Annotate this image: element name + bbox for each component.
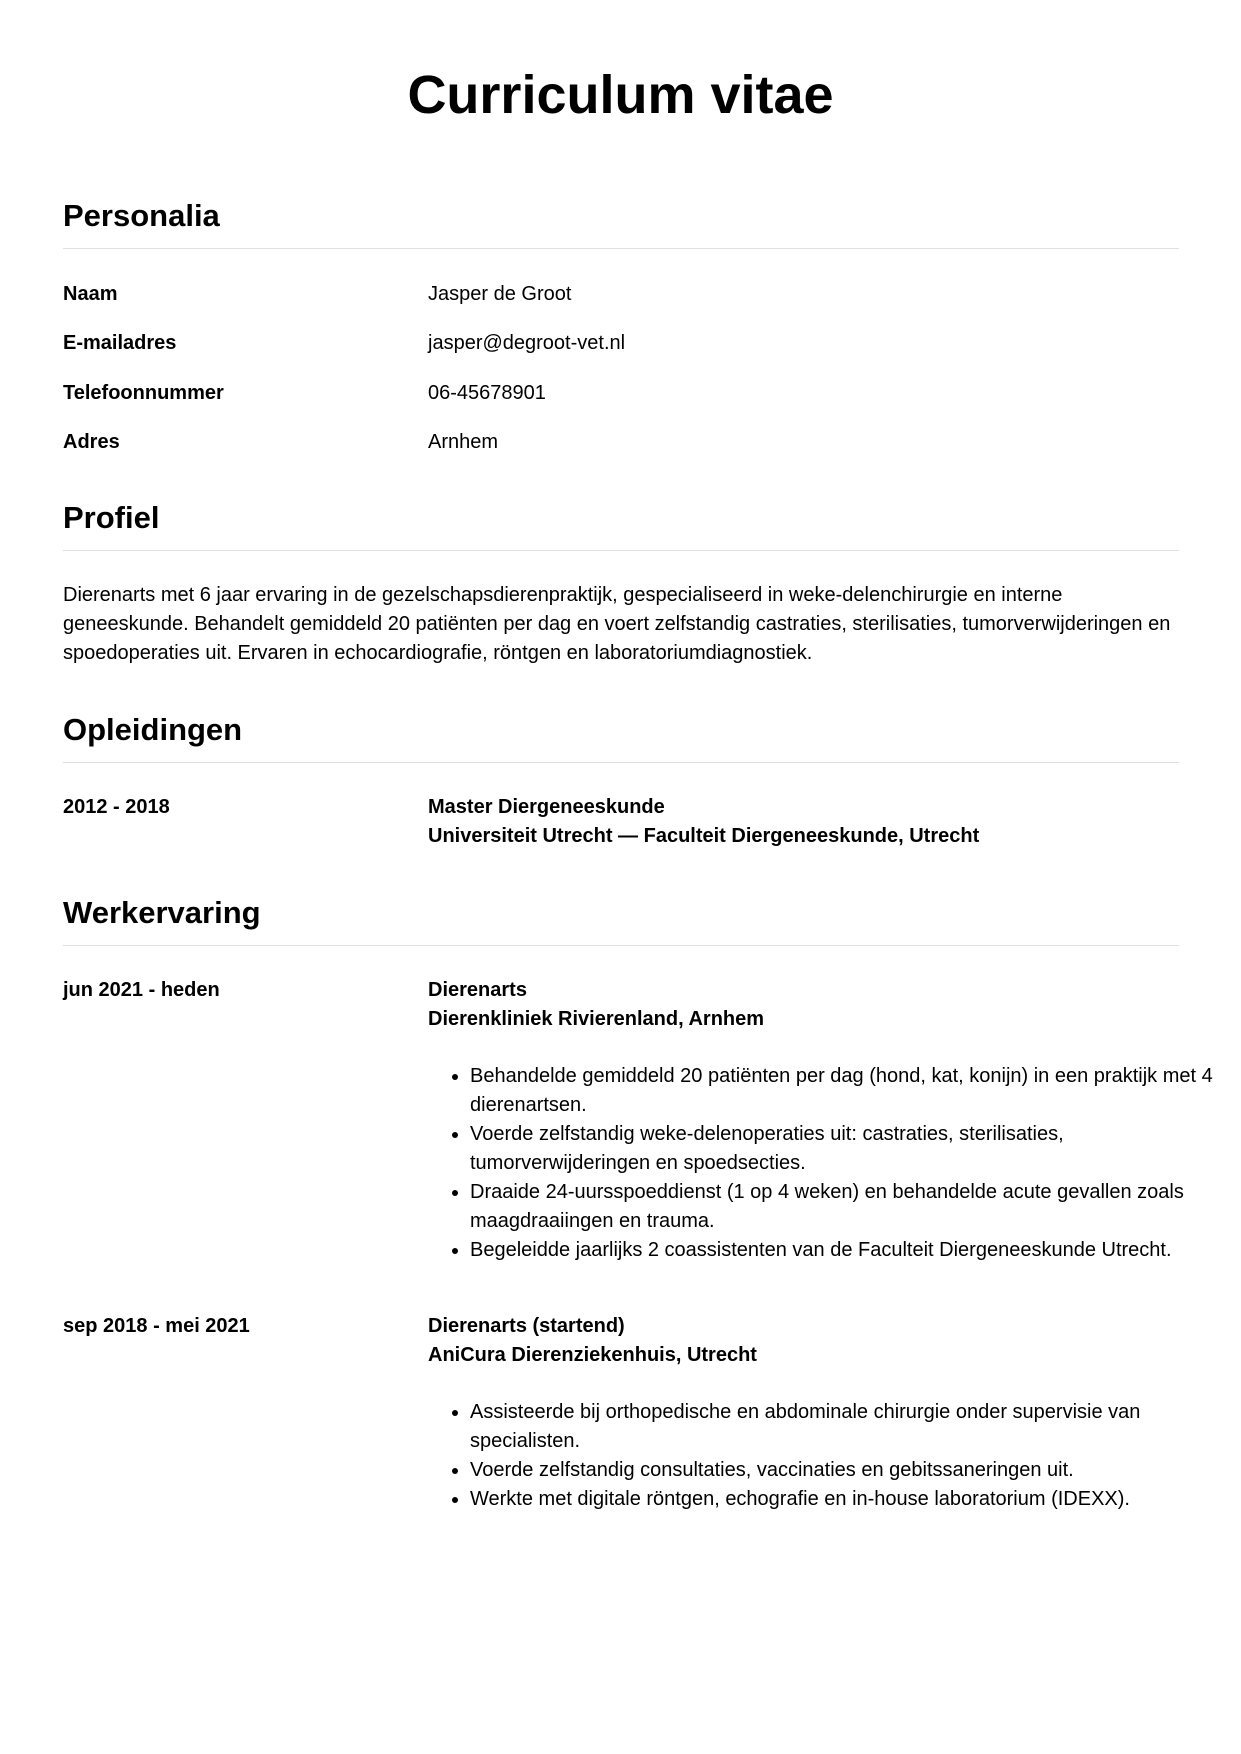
education-title: Master Diergeneeskunde — [428, 796, 665, 818]
section-divider — [63, 762, 1179, 763]
profile-text: Dierenarts met 6 jaar ervaring in de gezelschapsdierenpraktijk, gespecialiseerd in weke-delenchirurgie en interne geneeskunde. Behandelt gemiddeld 20 patiënten per dag en voert zelfstandig castraties, sterilisaties, tumorverwijderingen en spoedoperaties uit. Ervaren in echocardiografie, röntgen en laboratoriumdiagnostiek. — [63, 584, 1171, 664]
document-title: Curriculum vitae — [407, 65, 834, 125]
job-bullet: • Draaide 24-uursspoeddienst (1 op 4 weken) en behandelde acute gevallen zoals maagdraaiingen en trauma. — [470, 1178, 1220, 1236]
label-adres: Adres — [63, 431, 120, 453]
job-bullet-list — [428, 1062, 1220, 1265]
job-bullet: • Begeleidde jaarlijks 2 coassistenten van de Faculteit Diergeneeskunde Utrecht. — [470, 1236, 1220, 1265]
section-divider — [63, 945, 1179, 946]
job-bullet: • Voerde zelfstandig consultaties, vaccinaties en gebitssaneringen uit. — [470, 1456, 1220, 1485]
job-period: sep 2018 - mei 2021 — [63, 1315, 250, 1337]
education-institution: Universiteit Utrecht — Faculteit Diergeneeskunde, Utrecht — [428, 825, 980, 847]
job-bullet: • Voerde zelfstandig weke-delenoperaties uit: castraties, sterilisaties, tumorverwijderingen en spoedsecties. — [470, 1120, 1220, 1178]
job-title: Dierenarts — [428, 979, 527, 1001]
job-period: jun 2021 - heden — [63, 979, 220, 1001]
job-employer: Dierenkliniek Rivierenland, Arnhem — [428, 1008, 765, 1030]
section-heading-werkervaring: Werkervaring — [63, 895, 261, 930]
section-divider — [63, 248, 1179, 249]
job-bullet-list — [428, 1398, 1220, 1514]
label-email: E-mailadres — [63, 332, 177, 354]
value-email: jasper@degroot-vet.nl — [428, 332, 626, 354]
job-bullet: • Behandelde gemiddeld 20 patiënten per dag (hond, kat, konijn) in een praktijk met 4 dierenartsen. — [470, 1062, 1220, 1120]
value-adres: Arnhem — [428, 431, 499, 453]
job-employer: AniCura Dierenziekenhuis, Utrecht — [428, 1344, 757, 1366]
education-period: 2012 - 2018 — [63, 796, 170, 818]
section-heading-opleidingen: Opleidingen — [63, 712, 243, 747]
job-bullet: • Assisteerde bij orthopedische en abdominale chirurgie onder supervisie van specialisten. — [470, 1398, 1220, 1456]
label-telefoon: Telefoonnummer — [63, 382, 224, 404]
section-heading-personalia: Personalia — [63, 198, 220, 233]
section-divider — [63, 550, 1179, 551]
job-bullet: • Werkte met digitale röntgen, echografie en in-house laboratorium (IDEXX). — [470, 1485, 1220, 1514]
value-telefoon: 06-45678901 — [428, 382, 546, 404]
section-heading-profiel: Profiel — [63, 500, 160, 535]
label-naam: Naam — [63, 283, 118, 305]
job-title: Dierenarts (startend) — [428, 1315, 625, 1337]
value-naam: Jasper de Groot — [428, 283, 572, 305]
